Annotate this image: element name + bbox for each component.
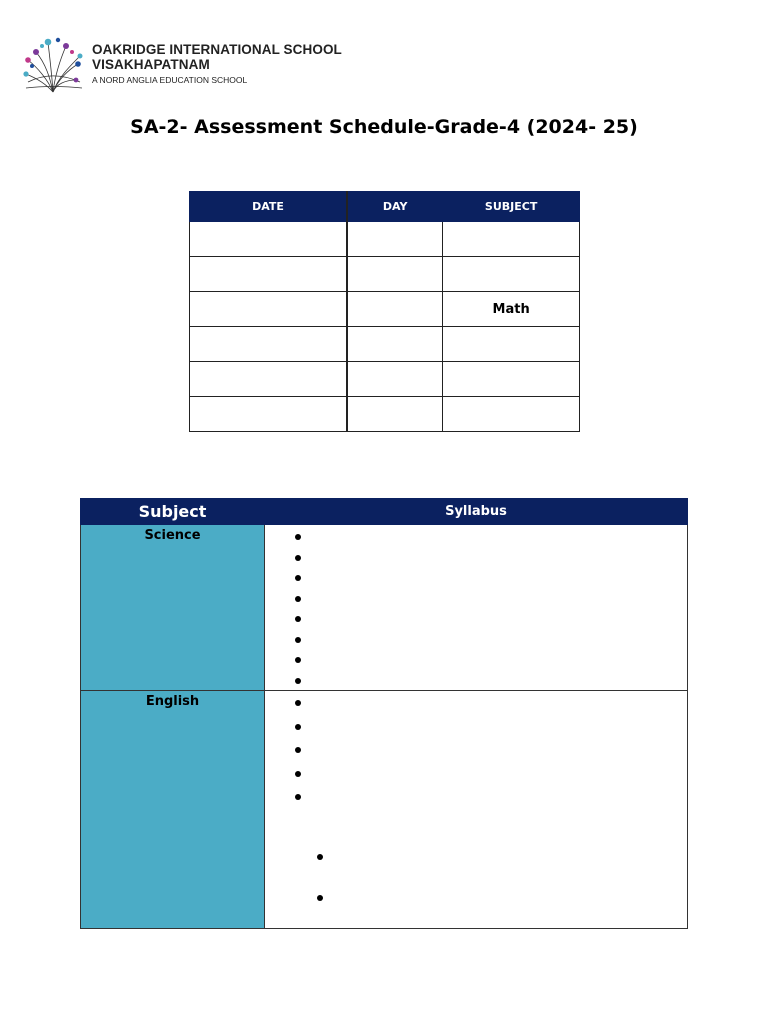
date-cell <box>190 222 348 257</box>
english-bullet-list <box>265 691 687 810</box>
list-item <box>265 649 687 670</box>
header-subject: SUBJECT <box>443 192 580 222</box>
english-sub-bullet-list <box>265 846 687 928</box>
science-syllabus-cell <box>265 525 688 691</box>
syllabus-row-english <box>81 691 688 929</box>
subject-cell <box>443 397 580 432</box>
header-subject-col: Subject <box>81 499 265 525</box>
schedule-row <box>190 257 580 292</box>
syllabus-header-row <box>81 499 688 525</box>
day-cell <box>347 257 443 292</box>
school-city: VISAKHAPATNAM <box>92 57 210 72</box>
date-cell <box>190 257 348 292</box>
schedule-table <box>189 191 580 432</box>
syllabus-table <box>80 498 688 929</box>
list-item <box>265 547 687 568</box>
list-item <box>265 846 687 887</box>
list-item <box>265 629 687 650</box>
list-item <box>265 786 687 810</box>
header-date: DATE <box>190 192 348 222</box>
header-day: DAY <box>347 192 443 222</box>
date-cell <box>190 362 348 397</box>
page-title: SA-2- Assessment Schedule-Grade-4 (2024- 25) <box>130 116 638 138</box>
list-item <box>265 763 687 787</box>
date-cell <box>190 292 348 327</box>
schedule-row <box>190 222 580 257</box>
english-syllabus-cell <box>265 691 688 929</box>
subject-cell <box>443 257 580 292</box>
list-item <box>265 716 687 740</box>
subject-cell <box>443 362 580 397</box>
schedule-header-row <box>190 192 580 222</box>
day-cell <box>347 327 443 362</box>
subject-cell: Math <box>443 292 580 327</box>
school-logo <box>22 34 344 96</box>
list-item <box>265 670 687 691</box>
header-syllabus-col: Syllabus <box>265 499 688 525</box>
school-tagline: A NORD ANGLIA EDUCATION SCHOOL <box>92 75 248 85</box>
list-item <box>265 692 687 716</box>
list-item <box>265 887 687 928</box>
subject-cell <box>443 327 580 362</box>
logo-text <box>92 42 342 86</box>
schedule-row <box>190 327 580 362</box>
school-name: OAKRIDGE INTERNATIONAL SCHOOL <box>92 42 342 57</box>
list-item <box>265 567 687 588</box>
schedule-row <box>190 362 580 397</box>
list-item <box>265 739 687 763</box>
date-cell <box>190 327 348 362</box>
schedule-row <box>190 397 580 432</box>
subject-science: Science <box>81 525 265 691</box>
syllabus-row-science <box>81 525 688 691</box>
schedule-row <box>190 292 580 327</box>
subject-cell <box>443 222 580 257</box>
list-item <box>265 608 687 629</box>
list-item <box>265 588 687 609</box>
date-cell <box>190 397 348 432</box>
dandelion-logo-icon <box>22 34 84 96</box>
list-item <box>265 526 687 547</box>
day-cell <box>347 397 443 432</box>
science-bullet-list <box>265 525 687 690</box>
subject-english: English <box>81 691 265 929</box>
day-cell <box>347 292 443 327</box>
day-cell <box>347 362 443 397</box>
day-cell <box>347 222 443 257</box>
